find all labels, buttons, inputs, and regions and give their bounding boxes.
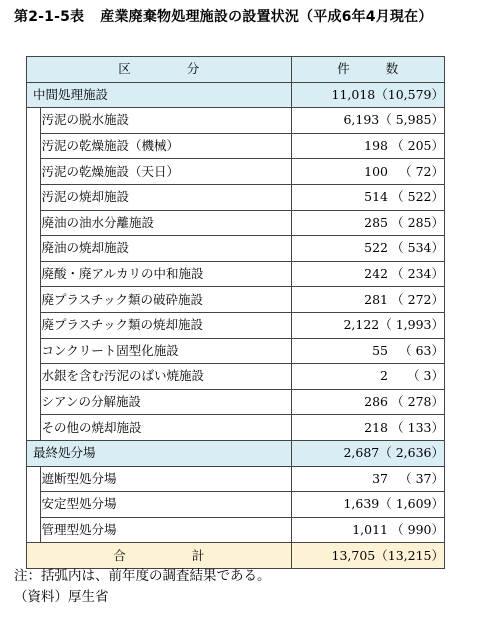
table-row: [27, 287, 445, 313]
indent-spacer: [27, 466, 41, 543]
item-value: 218: [364, 419, 388, 435]
facility-table: [26, 56, 445, 569]
header-count: 件 数: [291, 57, 444, 83]
table-row: [27, 389, 445, 415]
item-value: 6,193: [343, 112, 380, 128]
item-prev-value: （ 1,609）: [379, 496, 444, 512]
table-row: [27, 159, 445, 185]
item-value-cell: [291, 338, 444, 364]
item-value-cell: [291, 312, 444, 338]
notes: [14, 566, 271, 608]
total-row: [27, 543, 445, 569]
item-value-cell: [291, 236, 444, 262]
item-prev-value: （ 285）: [391, 214, 444, 230]
group-label: 中間処理施設: [27, 82, 292, 108]
item-label: 管理型処分場: [41, 517, 291, 543]
total-label: 合 計: [27, 543, 292, 569]
item-value: 100: [364, 163, 388, 179]
item-value: 37: [372, 470, 388, 486]
item-value: 242: [364, 266, 388, 282]
item-value-cell: [291, 159, 444, 185]
item-value: 198: [364, 138, 388, 154]
item-value-cell: [291, 261, 444, 287]
item-prev-value: （ 272）: [391, 291, 444, 307]
group-label: 最終処分場: [27, 440, 292, 466]
header-row: [27, 57, 445, 83]
item-value: 514: [364, 189, 388, 205]
table-title-text: 産業廃棄物処理施設の設置状況（平成6年4月現在）: [100, 9, 433, 25]
group-value: 2,687（ 2,636）: [291, 440, 444, 466]
group-value: 11,018（10,579）: [291, 82, 444, 108]
table-row: [27, 236, 445, 262]
item-value: 281: [364, 291, 388, 307]
item-value-cell: [291, 210, 444, 236]
item-prev-value: （ 534）: [391, 240, 444, 256]
item-value: 1,011: [352, 521, 388, 537]
item-label: 汚泥の焼却施設: [41, 184, 291, 210]
table-row: [27, 210, 445, 236]
item-prev-value: （ 990）: [391, 521, 444, 537]
header-category: 区 分: [27, 57, 292, 83]
table-row: [27, 492, 445, 518]
source-line: （資料）厚生省: [14, 589, 109, 605]
item-label: 廃プラスチック類の焼却施設: [41, 312, 291, 338]
item-label: シアンの分解施設: [41, 389, 291, 415]
item-prev-value: （ 522）: [391, 189, 444, 205]
note-line: 注：括弧内は、前年度の調査結果である。: [14, 568, 271, 584]
item-value: 1,639: [343, 496, 380, 512]
item-value-cell: [291, 287, 444, 313]
group-row: [27, 82, 445, 108]
table-row: [27, 184, 445, 210]
item-label: 水銀を含む汚泥のばい焼施設: [41, 364, 291, 390]
indent-spacer: [27, 108, 41, 441]
table-row: [27, 364, 445, 390]
item-value: 55: [372, 342, 388, 358]
item-label: 廃プラスチック類の破砕施設: [41, 287, 291, 313]
item-value-cell: [291, 184, 444, 210]
table-row: [27, 312, 445, 338]
total-value: 13,705（13,215）: [291, 543, 444, 569]
item-prev-value: （ 1,993）: [379, 317, 444, 333]
table-row: [27, 415, 445, 441]
item-value-cell: [291, 364, 444, 390]
item-prev-value: （ 63）: [399, 342, 444, 358]
item-value-cell: [291, 108, 444, 134]
item-label: その他の焼却施設: [41, 415, 291, 441]
item-label: 汚泥の乾燥施設（機械）: [41, 133, 291, 159]
item-prev-value: （ 278）: [391, 394, 444, 410]
item-label: 廃油の焼却施設: [41, 236, 291, 262]
item-value: 522: [364, 240, 388, 256]
item-label: 廃油の油水分離施設: [41, 210, 291, 236]
item-value-cell: [291, 466, 444, 492]
table-row: [27, 338, 445, 364]
item-prev-value: （ 234）: [391, 266, 444, 282]
item-value-cell: [291, 389, 444, 415]
item-value-cell: [291, 415, 444, 441]
item-prev-value: （ 3）: [407, 368, 444, 384]
table-title: [14, 6, 433, 26]
item-label: 廃酸・廃アルカリの中和施設: [41, 261, 291, 287]
table-row: [27, 133, 445, 159]
item-label: 安定型処分場: [41, 492, 291, 518]
item-value: 286: [364, 394, 388, 410]
table-row: [27, 261, 445, 287]
table-row: [27, 517, 445, 543]
item-value: 2: [380, 368, 388, 384]
item-value-cell: [291, 492, 444, 518]
item-prev-value: （ 205）: [391, 138, 444, 154]
table-row: [27, 466, 445, 492]
item-value-cell: [291, 133, 444, 159]
table-row: [27, 108, 445, 134]
item-prev-value: （ 72）: [399, 163, 444, 179]
item-label: 汚泥の脱水施設: [41, 108, 291, 134]
item-label: 汚泥の乾燥施設（天日）: [41, 159, 291, 185]
item-label: 遮断型処分場: [41, 466, 291, 492]
item-label: コンクリート固型化施設: [41, 338, 291, 364]
item-prev-value: （ 37）: [399, 470, 444, 486]
item-value: 2,122: [343, 317, 380, 333]
table-number: 第2-1-5表: [14, 9, 85, 25]
item-prev-value: （ 133）: [391, 419, 444, 435]
item-prev-value: （ 5,985）: [379, 112, 444, 128]
group-row: [27, 440, 445, 466]
item-value: 285: [364, 214, 388, 230]
item-value-cell: [291, 517, 444, 543]
